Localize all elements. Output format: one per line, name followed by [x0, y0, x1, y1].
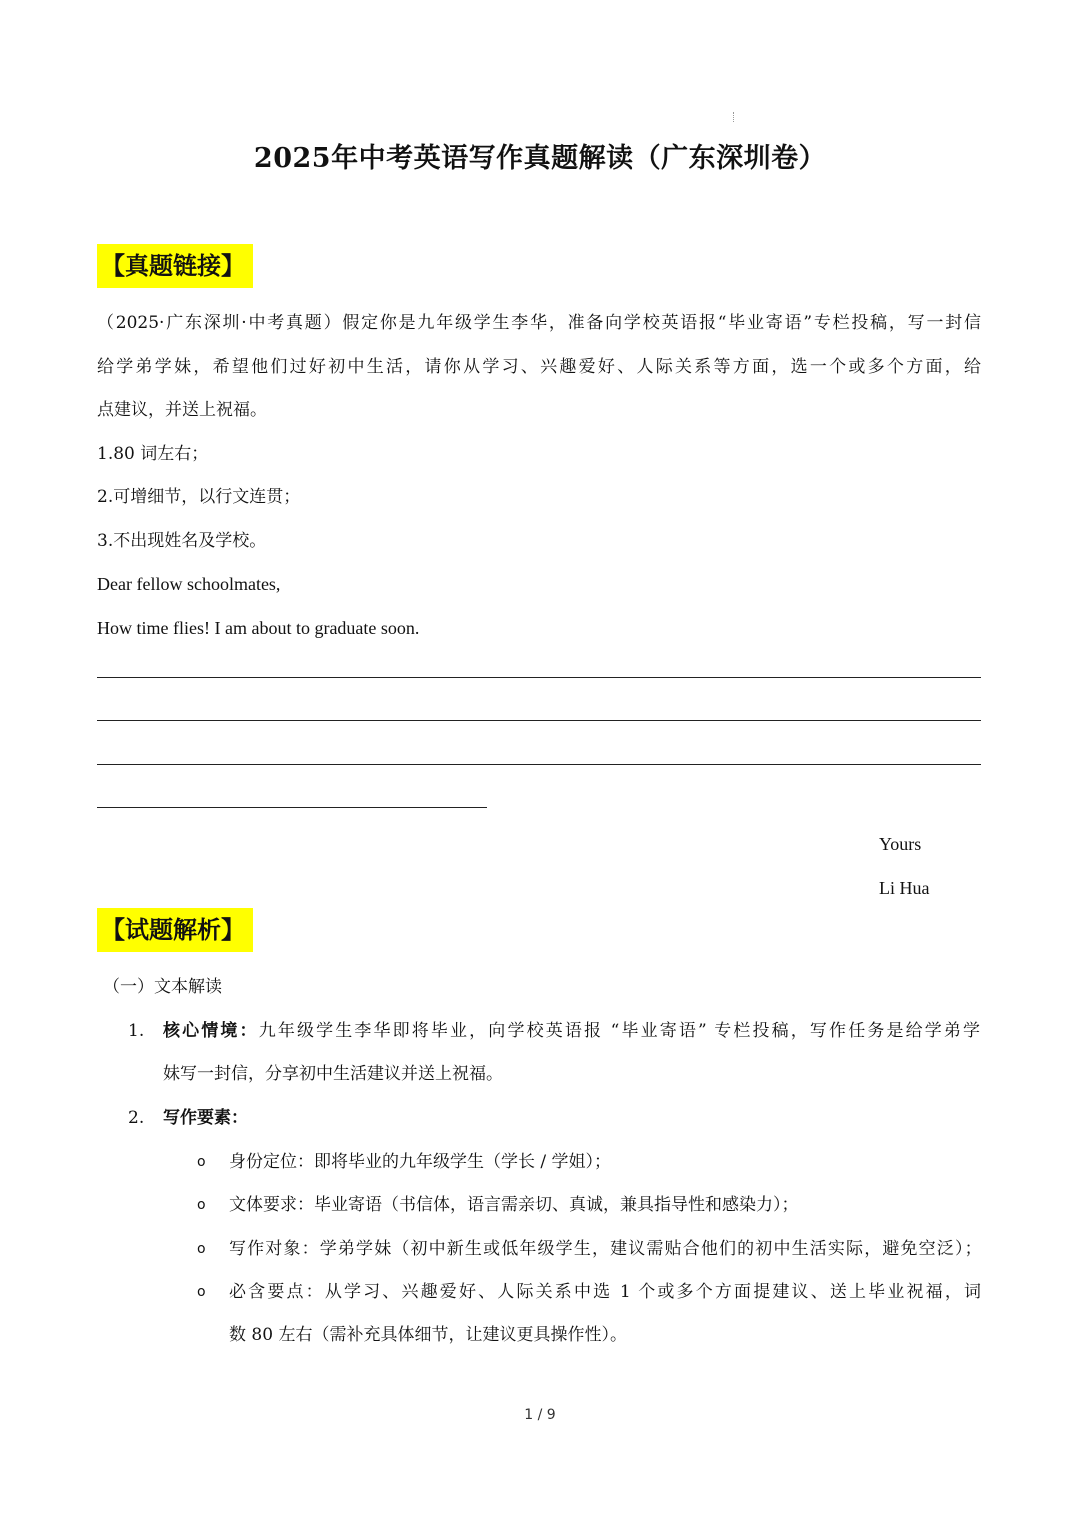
- bullet-marker: o: [197, 1197, 206, 1213]
- answer-line-3: [97, 764, 981, 765]
- item-2-line-1: [163, 1106, 248, 1130]
- answer-line-1: [97, 677, 981, 678]
- bullet-genre: 文体要求：毕业寄语（书信体，语言需亲切、真诚，兼具指导性和感染力）；: [229, 1195, 799, 1215]
- bullet-key-points-cont: 数 80 左右（需补充具体细节，让建议更具操作性）。: [229, 1325, 627, 1345]
- requirement-2: 2.可增细节，以行文连贯；: [97, 487, 301, 507]
- item-1-line-1: [163, 1019, 980, 1043]
- page-number: 1 / 9: [524, 1407, 556, 1423]
- requirement-1: 1.80 词左右；: [97, 444, 209, 464]
- answer-line-2: [97, 720, 981, 721]
- item-1-text-1: 九年级学生李华即将毕业，向学校英语报 “毕业寄语” 专栏投稿，写作任务是给学弟学: [258, 1021, 980, 1041]
- bullet-marker: o: [197, 1154, 206, 1170]
- bullet-marker: o: [197, 1241, 206, 1257]
- bullet-identity: 身份定位：即将毕业的九年级学生（学长 / 学姐）；: [229, 1152, 612, 1172]
- letter-greeting: Dear fellow schoolmates,: [97, 574, 281, 594]
- scan-mark: [733, 112, 736, 122]
- item-2-number: 2.: [128, 1108, 145, 1128]
- subheading-text-reading: （一）文本解读: [103, 977, 222, 997]
- prompt-line-3: 点建议，并送上祝福。: [97, 400, 267, 420]
- item-2-label: 写作要素：: [163, 1108, 248, 1128]
- prompt-line-1: （2025·广东深圳·中考真题）假定你是九年级学生李华，准备向学校英语报“毕业寄语”专栏投稿，写一封信: [97, 313, 981, 333]
- letter-opening: How time flies! I am about to graduate soon.: [97, 618, 420, 638]
- letter-closing: Yours: [879, 834, 922, 854]
- bullet-audience: 写作对象：学弟学妹（初中新生或低年级学生，建议需贴合他们的初中生活实际，避免空泛）；: [229, 1239, 981, 1259]
- requirement-3: 3.不出现姓名及学校。: [97, 531, 267, 551]
- section-heading-exam-link: 【真题链接】: [97, 244, 253, 288]
- page-title: 2025年中考英语写作真题解读（广东深圳卷）: [253, 143, 827, 174]
- bullet-key-points: 必含要点：从学习、兴趣爱好、人际关系中选 1 个或多个方面提建议、送上毕业祝福，词: [229, 1282, 981, 1302]
- item-1-number: 1.: [128, 1021, 145, 1041]
- section-heading-analysis: 【试题解析】: [97, 908, 253, 952]
- answer-line-4: [97, 807, 487, 808]
- item-1-line-2: 妹写一封信，分享初中生活建议并送上祝福。: [163, 1064, 503, 1084]
- item-1-label: 核心情境：: [163, 1021, 259, 1041]
- prompt-line-2: 给学弟学妹，希望他们过好初中生活，请你从学习、兴趣爱好、人际关系等方面，选一个或多个方面，给: [97, 357, 981, 377]
- letter-signature: Li Hua: [879, 878, 930, 898]
- bullet-marker: o: [197, 1284, 206, 1300]
